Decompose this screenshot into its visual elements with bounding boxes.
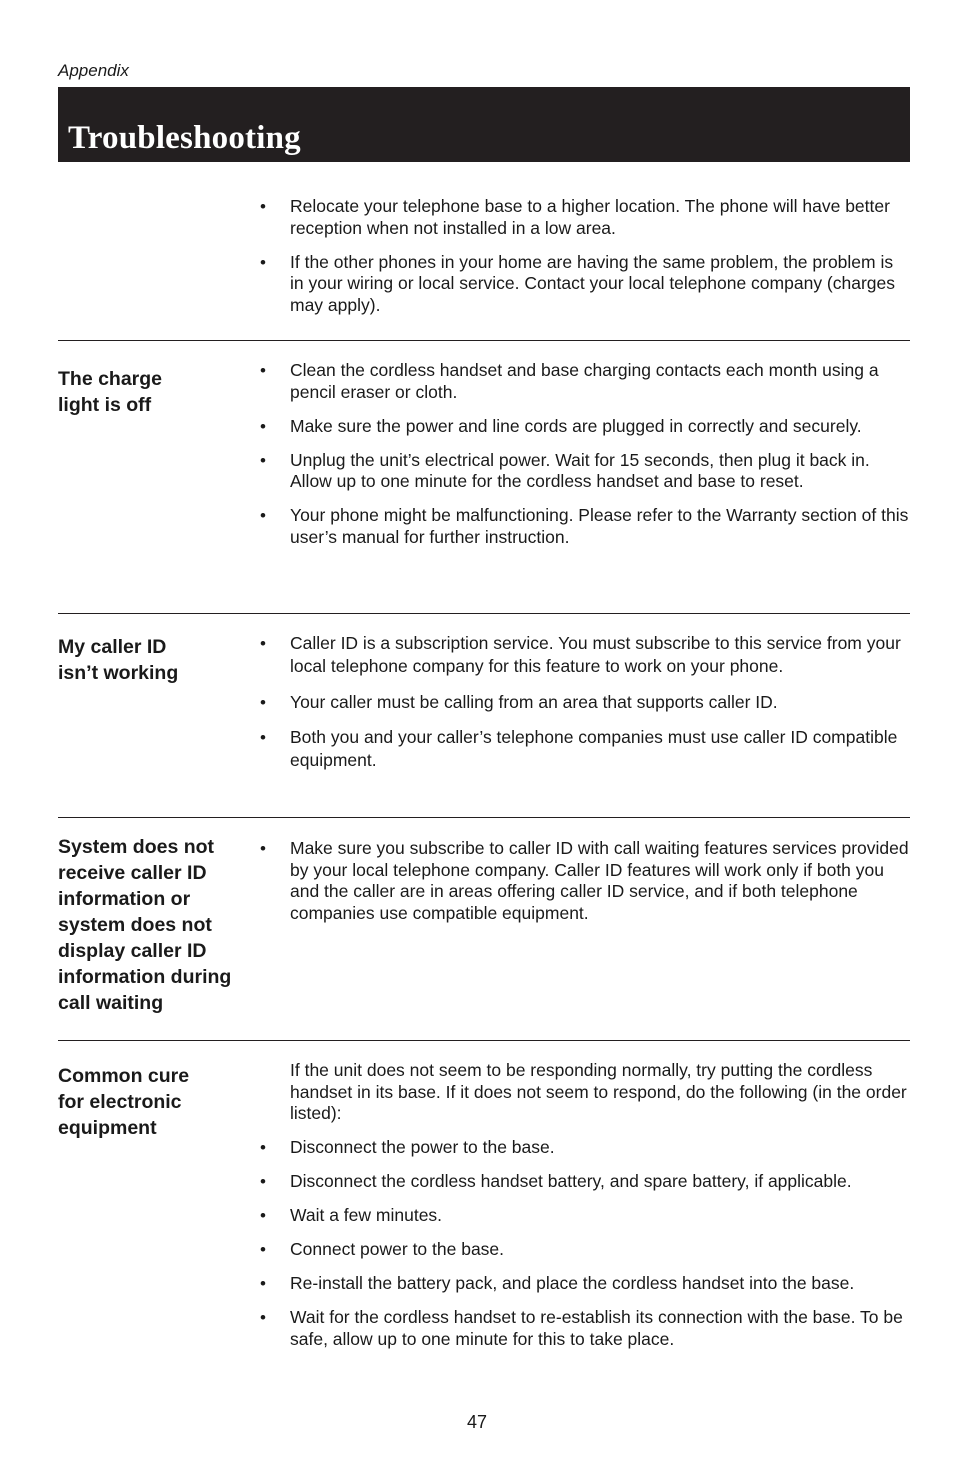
bullet-icon: • (260, 728, 266, 747)
bullet-icon: • (260, 1206, 266, 1225)
page-title: Troubleshooting (68, 120, 301, 156)
problem-label: The charge light is off (58, 368, 163, 416)
section-label: Appendix (58, 61, 129, 80)
bullet-icon: • (260, 839, 266, 858)
divider (58, 340, 910, 341)
solution-item: • Disconnect the power to the base. (260, 1137, 555, 1157)
problem-label: System does not receive caller ID information or system does not display caller ID information during call waiting (58, 836, 232, 1014)
solution-item: • Connect power to the base. (260, 1239, 505, 1259)
solution-item: • Both you and your caller’s telephone companies must use caller ID compatible equipment. (260, 727, 898, 770)
problem-label: My caller ID isn’t working (58, 636, 179, 684)
bullet-icon: • (260, 1274, 266, 1293)
solution-list (258, 838, 910, 937)
bullet-icon: • (260, 252, 266, 272)
bullet-icon: • (260, 692, 266, 712)
solution-item: • Make sure the power and line cords are plugged in correctly and securely. (260, 415, 862, 436)
problem-label: Common cure for electronic equipment (58, 1065, 190, 1139)
solution-list (258, 196, 910, 329)
title-bar (58, 87, 910, 162)
solution-item: • Re-install the battery pack, and place the cordless handset into the base. (260, 1273, 855, 1293)
solution-item: • Wait for the cordless handset to re-establish its connection with the base. To be safe, allow up to one minute for this to take place. (260, 1307, 903, 1349)
bullet-icon: • (260, 361, 266, 380)
bullet-icon: • (260, 416, 266, 436)
solution-item: • Relocate your telephone base to a higher location. The phone will have better reception when not installed in a low area. (260, 196, 890, 238)
page-number: 47 (466, 1412, 488, 1432)
divider (58, 817, 910, 818)
bullet-icon: • (260, 634, 266, 653)
solution-list (258, 360, 910, 561)
bullet-icon: • (260, 450, 266, 470)
solution-list (258, 632, 910, 785)
solution-item: • If the other phones in your home are having the same problem, the problem is in your wiring or local service. Contact your local telephone company (charges may apply). (260, 251, 896, 315)
solution-item: • Disconnect the cordless handset battery, and spare battery, if applicable. (260, 1171, 852, 1191)
solution-item: • Wait a few minutes. (260, 1205, 443, 1225)
solution-item: • Your caller must be calling from an area that supports caller ID. (260, 691, 778, 712)
solution-item: • Caller ID is a subscription service. You must subscribe to this service from your local telephone company for this feature to work on your phone. (260, 633, 901, 676)
solution-item: • Make sure you subscribe to caller ID with call waiting features services provided by your local telephone company. Caller ID features will work only if both you and the caller are in areas offering caller ID service, and if both telephone companies use compatible equipment. (260, 838, 909, 923)
solution-intro: If the unit does not seem to be responding normally, try putting the cordless handset in its base. If it does not seem to respond, do the following (in the order listed): (290, 1060, 907, 1123)
solution-item: • Unplug the unit’s electrical power. Wait for 15 seconds, then plug it back in. Allow up to one minute for the cordless handset and base to reset. (260, 449, 870, 491)
bullet-icon: • (260, 197, 266, 216)
bullet-icon: • (260, 1138, 266, 1157)
divider (58, 1040, 910, 1041)
bullet-icon: • (260, 1308, 266, 1327)
solution-item: • Your phone might be malfunctioning. Please refer to the Warranty section of this user’s manual for further instruction. (260, 505, 909, 547)
bullet-icon: • (260, 506, 266, 525)
bullet-icon: • (260, 1240, 266, 1259)
divider (58, 613, 910, 614)
solution-item: • Clean the cordless handset and base charging contacts each month using a pencil eraser or cloth. (260, 360, 879, 402)
bullet-icon: • (260, 1172, 266, 1191)
solution-list (258, 1137, 910, 1363)
